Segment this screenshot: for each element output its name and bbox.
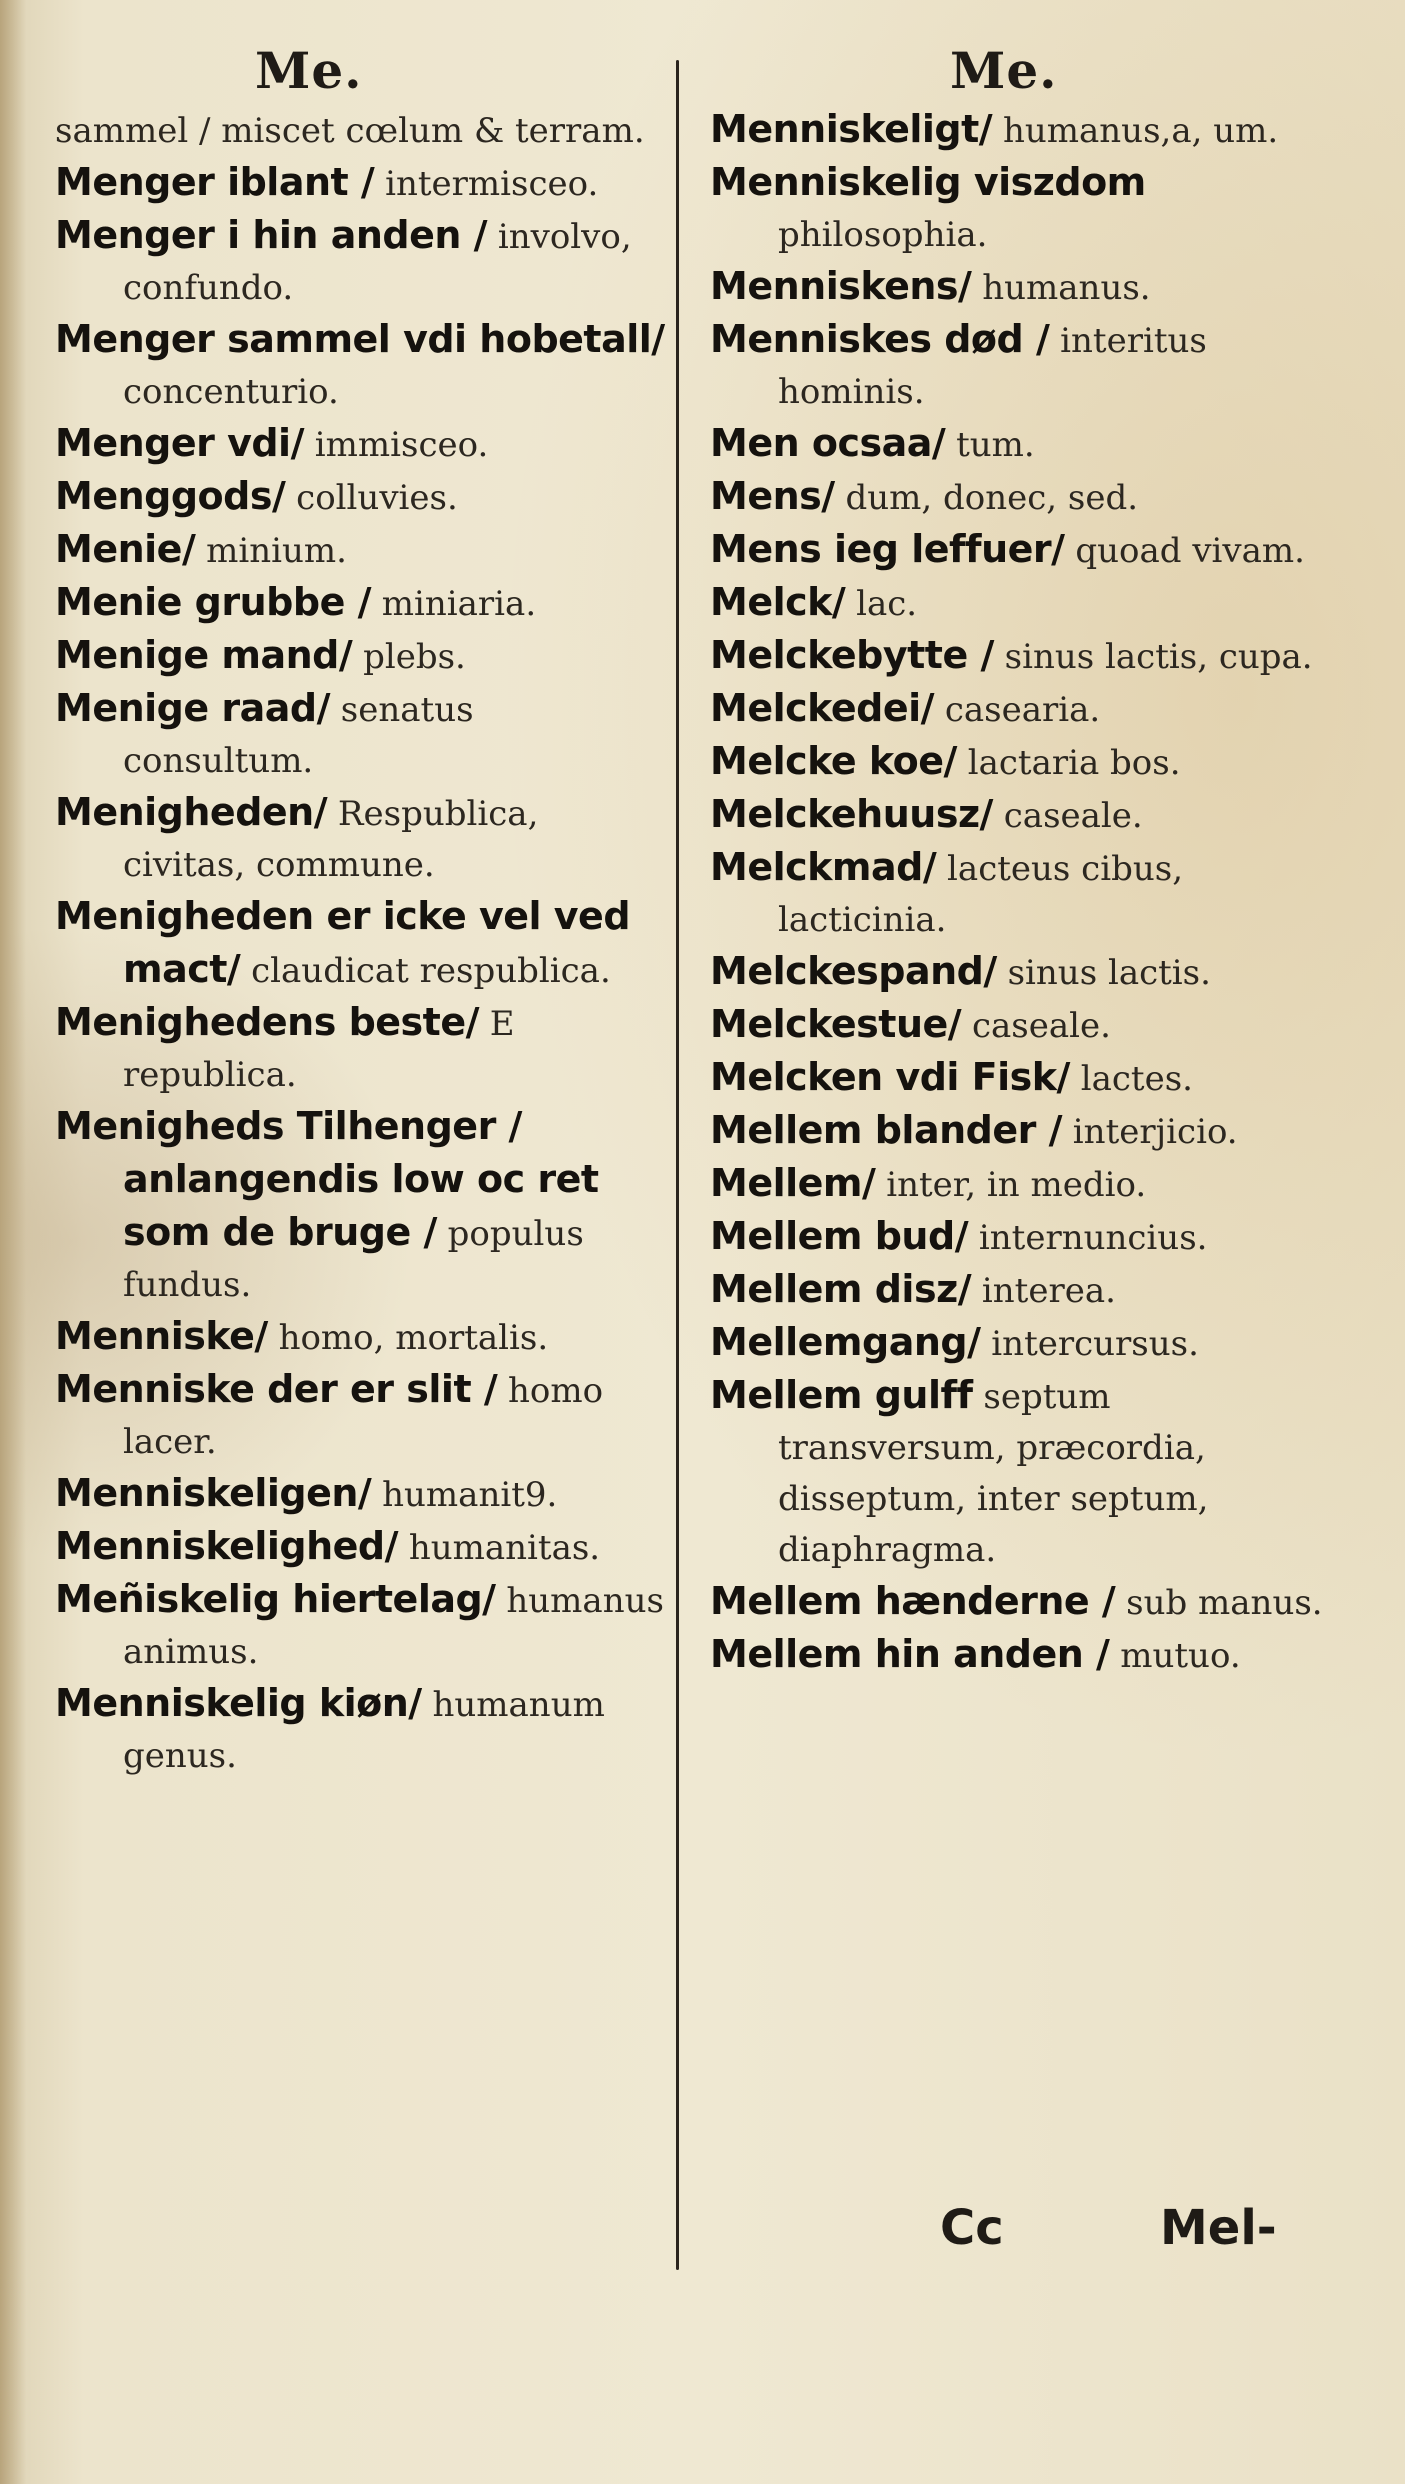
page-footer: [940, 2200, 1340, 2270]
entry-headword: Melckebytte /: [710, 633, 994, 677]
entry-headword: Mellem blander /: [710, 1108, 1062, 1152]
dictionary-entry: [55, 1468, 670, 1521]
right-column: [710, 38, 1330, 1682]
entry-headword: Melckespand/: [710, 949, 997, 993]
entry-latin-gloss: lac.: [856, 584, 918, 624]
entry-headword: Melck/: [710, 580, 846, 624]
entry-latin-gloss: intercursus.: [991, 1324, 1199, 1364]
entry-headword: Mens ieg leffuer/: [710, 527, 1065, 571]
entry-headword: Menie grubbe /: [55, 580, 371, 624]
entry-latin-gloss: Respublica, civitas, commune.: [123, 794, 539, 885]
entry-latin-gloss: humanum genus.: [123, 1685, 605, 1776]
dictionary-entry: [55, 524, 670, 577]
catchword: Mel-: [1160, 2200, 1277, 2256]
entry-latin-gloss: quoad vivam.: [1075, 531, 1305, 571]
entry-latin-gloss: humanus.: [982, 268, 1151, 308]
entry-headword: Menger vdi/: [55, 421, 304, 465]
dictionary-entry: [55, 418, 670, 471]
entry-headword: Mellem hin anden /: [710, 1632, 1110, 1676]
entry-latin-gloss: sub manus.: [1126, 1583, 1323, 1623]
dictionary-entry: [710, 1052, 1330, 1105]
entry-latin-gloss: mutuo.: [1120, 1636, 1241, 1676]
dictionary-entry: [55, 1521, 670, 1574]
entry-headword: Menger iblant /: [55, 160, 375, 204]
entry-headword: Mellem gulff: [710, 1373, 973, 1417]
dictionary-entry: [710, 736, 1330, 789]
entry-latin-gloss: interjicio.: [1072, 1112, 1238, 1152]
dictionary-entry: [55, 787, 670, 891]
left-column: [55, 38, 670, 1782]
dictionary-entry: [55, 157, 670, 210]
dictionary-entry: [55, 1364, 670, 1468]
dictionary-entry: [55, 891, 670, 997]
entry-headword: Menniskelig kiøn/: [55, 1681, 422, 1725]
entry-latin-gloss: populus fundus.: [123, 1214, 584, 1305]
entry-latin-gloss: humanitas.: [408, 1528, 601, 1568]
dictionary-entry: [710, 946, 1330, 999]
entry-latin-gloss: casearia.: [944, 690, 1101, 730]
dictionary-entry: [710, 471, 1330, 524]
entry-headword: Melcke koe/: [710, 739, 957, 783]
entry-latin-gloss: intermisceo.: [385, 164, 599, 204]
entry-latin-gloss: E republica.: [123, 1004, 515, 1095]
entry-headword: Melckmad/: [710, 845, 937, 889]
entry-headword: Menniskeligen/: [55, 1471, 372, 1515]
entry-headword: Melcken vdi Fisk/: [710, 1055, 1070, 1099]
entry-latin-gloss: humanit9.: [382, 1475, 558, 1515]
dictionary-entry: [710, 683, 1330, 736]
entry-headword: Melckestue/: [710, 1002, 962, 1046]
entry-latin-gloss: homo lacer.: [123, 1371, 604, 1462]
dictionary-entry: [710, 789, 1330, 842]
entry-latin-gloss: lacteus cibus, lacticinia.: [778, 849, 1184, 940]
entry-headword: Menniske/: [55, 1314, 268, 1358]
entry-latin-gloss: senatus consultum.: [123, 690, 474, 781]
dictionary-entry: [55, 683, 670, 787]
entry-headword: Melckehuusz/: [710, 792, 993, 836]
entry-latin-gloss: dum, donec, sed.: [845, 478, 1139, 518]
entry-headword: Mellem hænderne /: [710, 1579, 1116, 1623]
entry-headword: Menniskelighed/: [55, 1524, 399, 1568]
dictionary-entry: [55, 1311, 670, 1364]
entry-latin-gloss: concenturio.: [123, 372, 339, 412]
entry-headword: Mellemgang/: [710, 1320, 981, 1364]
dictionary-entry: [55, 104, 670, 157]
entry-latin-gloss: caseale.: [1003, 796, 1143, 836]
entry-latin-gloss: sinus lactis.: [1007, 953, 1211, 993]
dictionary-entry: [710, 1211, 1330, 1264]
dictionary-entry: [710, 418, 1330, 471]
dictionary-entry: [710, 1158, 1330, 1211]
entry-headword: Menggods/: [55, 474, 286, 518]
entry-latin-gloss: philosophia.: [778, 215, 988, 255]
dictionary-entry: [55, 577, 670, 630]
entry-latin-gloss: internuncius.: [978, 1218, 1208, 1258]
entry-latin-gloss: claudicat respublica.: [251, 951, 611, 991]
dictionary-entry: [55, 210, 670, 314]
dictionary-entry: [710, 1105, 1330, 1158]
right-entry-list: [710, 104, 1330, 1682]
entry-headword: Menniskens/: [710, 264, 972, 308]
entry-latin-gloss: miniaria.: [381, 584, 537, 624]
dictionary-entry: [710, 999, 1330, 1052]
entry-headword: Menigheds Tilhenger / anlangendis low oc ret som de bruge /: [55, 1104, 599, 1254]
dictionary-entry: [55, 1574, 670, 1678]
entry-headword: Mens/: [710, 474, 835, 518]
entry-latin-gloss: tum.: [956, 425, 1035, 465]
entry-headword: Menigheden er icke vel ved mact/: [55, 894, 631, 991]
entry-latin-gloss: caseale.: [971, 1006, 1111, 1046]
entry-latin-gloss: plebs.: [363, 637, 466, 677]
dictionary-entry: [710, 1370, 1330, 1576]
entry-headword: Melckedei/: [710, 686, 935, 730]
entry-headword: Menniskelig viszdom: [710, 160, 1146, 204]
entry-headword: Menniskeligt/: [710, 107, 993, 151]
signature-mark: Cc: [940, 2200, 1004, 2256]
dictionary-entry: [710, 577, 1330, 630]
entry-latin-gloss: sinus lactis, cupa.: [1004, 637, 1313, 677]
entry-latin-gloss: lactes.: [1080, 1059, 1193, 1099]
entry-headword: Menigheden/: [55, 790, 328, 834]
entry-latin-gloss: humanus,a, um.: [1002, 111, 1279, 151]
entry-headword: Mellem/: [710, 1161, 876, 1205]
entry-latin-gloss: humanus animus.: [123, 1581, 664, 1672]
entry-headword: Mellem bud/: [710, 1214, 969, 1258]
dictionary-entry: [710, 1264, 1330, 1317]
entry-headword: Menger i hin anden /: [55, 213, 488, 257]
dictionary-entry: [710, 314, 1330, 418]
entry-headword: Menniskes død /: [710, 317, 1050, 361]
entry-headword: Mellem disz/: [710, 1267, 972, 1311]
dictionary-entry: [710, 157, 1330, 261]
entry-headword: Menniske der er slit /: [55, 1367, 498, 1411]
page-gutter-shadow: [0, 0, 26, 2484]
entry-latin-gloss: inter, in medio.: [886, 1165, 1147, 1205]
right-running-head: Me.: [950, 41, 1058, 100]
entry-headword: Menie/: [55, 527, 196, 571]
entry-headword: Men ocsaa/: [710, 421, 946, 465]
dictionary-entry: [710, 1576, 1330, 1629]
dictionary-entry: [710, 1629, 1330, 1682]
dictionary-entry: [710, 842, 1330, 946]
entry-latin-gloss: septum transversum, præcordia, disseptum, inter septum, diaphragma.: [778, 1377, 1209, 1570]
entry-headword: Meñiskelig hiertelag/: [55, 1577, 496, 1621]
dictionary-entry: [710, 1317, 1330, 1370]
dictionary-entry: [710, 104, 1330, 157]
entry-latin-gloss: involvo, confundo.: [123, 217, 632, 308]
dictionary-entry: [55, 1678, 670, 1782]
entry-headword: Menger sammel vdi hobetall/: [55, 317, 665, 361]
dictionary-entry: [710, 524, 1330, 577]
left-running-head: Me.: [255, 41, 363, 100]
entry-headword: Menige mand/: [55, 633, 353, 677]
left-entry-list: [55, 104, 670, 1782]
dictionary-entry: [710, 630, 1330, 683]
entry-latin-gloss: interitus hominis.: [778, 321, 1207, 412]
entry-headword: Menighedens beste/: [55, 1000, 479, 1044]
dictionary-entry: [55, 1101, 670, 1311]
entry-latin-gloss: colluvies.: [296, 478, 458, 518]
dictionary-entry: [55, 314, 670, 418]
column-divider: [676, 60, 679, 2270]
entry-latin-gloss: lactaria bos.: [967, 743, 1181, 783]
entry-latin-gloss: sammel / miscet cœlum & terram.: [55, 111, 645, 151]
dictionary-entry: [710, 261, 1330, 314]
dictionary-entry: [55, 630, 670, 683]
dictionary-entry: [55, 997, 670, 1101]
entry-latin-gloss: interea.: [981, 1271, 1116, 1311]
dictionary-entry: [55, 471, 670, 524]
entry-headword: Menige raad/: [55, 686, 330, 730]
entry-latin-gloss: immisceo.: [314, 425, 489, 465]
entry-latin-gloss: homo, mortalis.: [278, 1318, 549, 1358]
entry-latin-gloss: minium.: [206, 531, 347, 571]
